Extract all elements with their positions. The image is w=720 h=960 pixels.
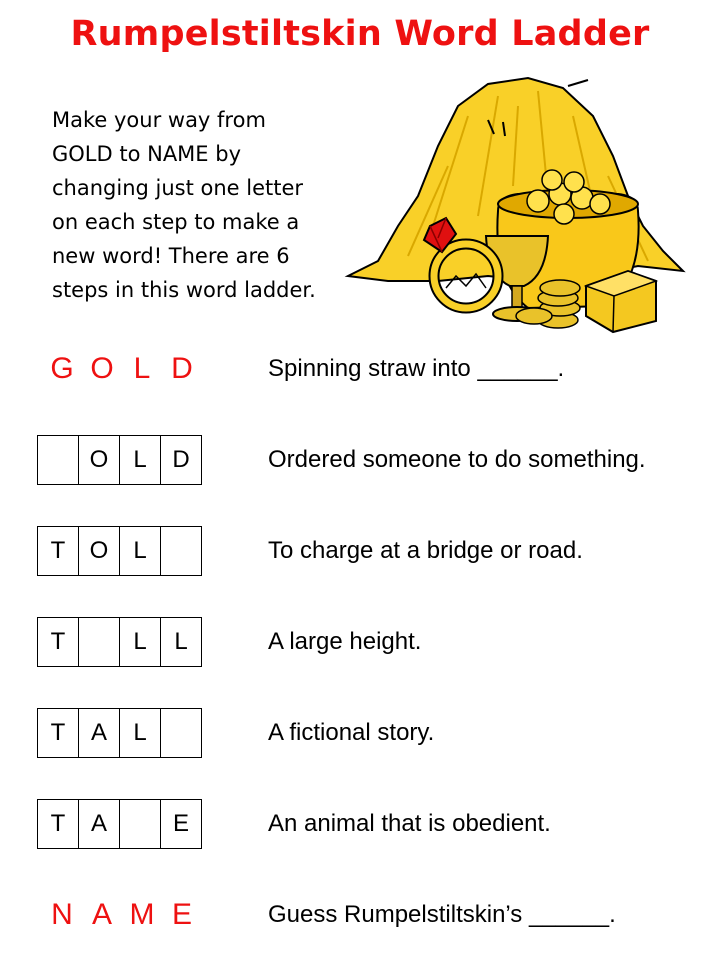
start-word	[42, 344, 212, 394]
instruction-line: Make your way from	[52, 108, 266, 132]
instruction-line: on each step to make a	[52, 210, 300, 234]
letter-box: T	[38, 527, 79, 575]
ladder-step-row	[0, 708, 720, 760]
letter-boxes	[37, 435, 202, 485]
letter-box: A	[79, 709, 120, 757]
ladder-step-row	[0, 799, 720, 851]
letter-box[interactable]	[120, 800, 161, 848]
instruction-line: steps in this word ladder.	[52, 278, 316, 302]
letter-box: A	[79, 800, 120, 848]
clue-text: A fictional story.	[268, 719, 435, 746]
letter-boxes	[37, 799, 202, 849]
letter-boxes	[37, 708, 202, 758]
letter-boxes	[37, 617, 202, 667]
start-letter: G	[50, 352, 74, 385]
start-letter: L	[133, 352, 151, 385]
letter-box: T	[38, 618, 79, 666]
instruction-line: GOLD to NAME by	[52, 142, 241, 166]
clue-text: To charge at a bridge or road.	[268, 537, 583, 564]
letter-box[interactable]	[161, 527, 201, 575]
page-title: Rumpelstiltskin Word Ladder	[70, 14, 650, 54]
end-word	[42, 890, 212, 940]
end-letter: E	[171, 898, 192, 931]
letter-box: L	[120, 709, 161, 757]
end-letter: N	[51, 898, 73, 931]
letter-box: L	[174, 628, 188, 655]
instruction-line: new word! There are 6	[52, 244, 290, 268]
letter-box[interactable]	[161, 709, 201, 757]
end-letter: M	[129, 898, 155, 931]
letter-box: O	[79, 527, 120, 575]
end-letter: A	[91, 898, 112, 931]
letter-boxes	[37, 526, 202, 576]
letter-box: O	[79, 436, 120, 484]
ladder-end-row	[0, 890, 720, 942]
ladder-start-row	[0, 344, 720, 396]
clue-text: Spinning straw into ______.	[268, 355, 565, 382]
ladder-step-row	[0, 435, 720, 487]
ladder-step-row	[0, 617, 720, 669]
clue-text: An animal that is obedient.	[268, 810, 551, 837]
instructions	[52, 103, 352, 307]
start-letter: O	[90, 352, 114, 385]
letter-box: L	[120, 618, 161, 666]
instruction-line: changing just one letter	[52, 176, 304, 200]
haystack-with-gold-treasure-icon	[338, 76, 688, 336]
letter-box[interactable]	[38, 436, 79, 484]
clue-text: A large height.	[268, 628, 422, 655]
letter-box: T	[38, 709, 79, 757]
clue-text: Ordered someone to do something.	[268, 446, 646, 473]
letter-box: E	[172, 810, 189, 837]
letter-box: L	[120, 436, 161, 484]
ladder-step-row	[0, 526, 720, 578]
clue-text: Guess Rumpelstiltskin’s ______.	[268, 901, 616, 928]
start-letter: D	[171, 352, 193, 385]
letter-box: L	[120, 527, 161, 575]
letter-box: D	[172, 446, 190, 473]
letter-box[interactable]	[79, 618, 120, 666]
letter-box: T	[38, 800, 79, 848]
